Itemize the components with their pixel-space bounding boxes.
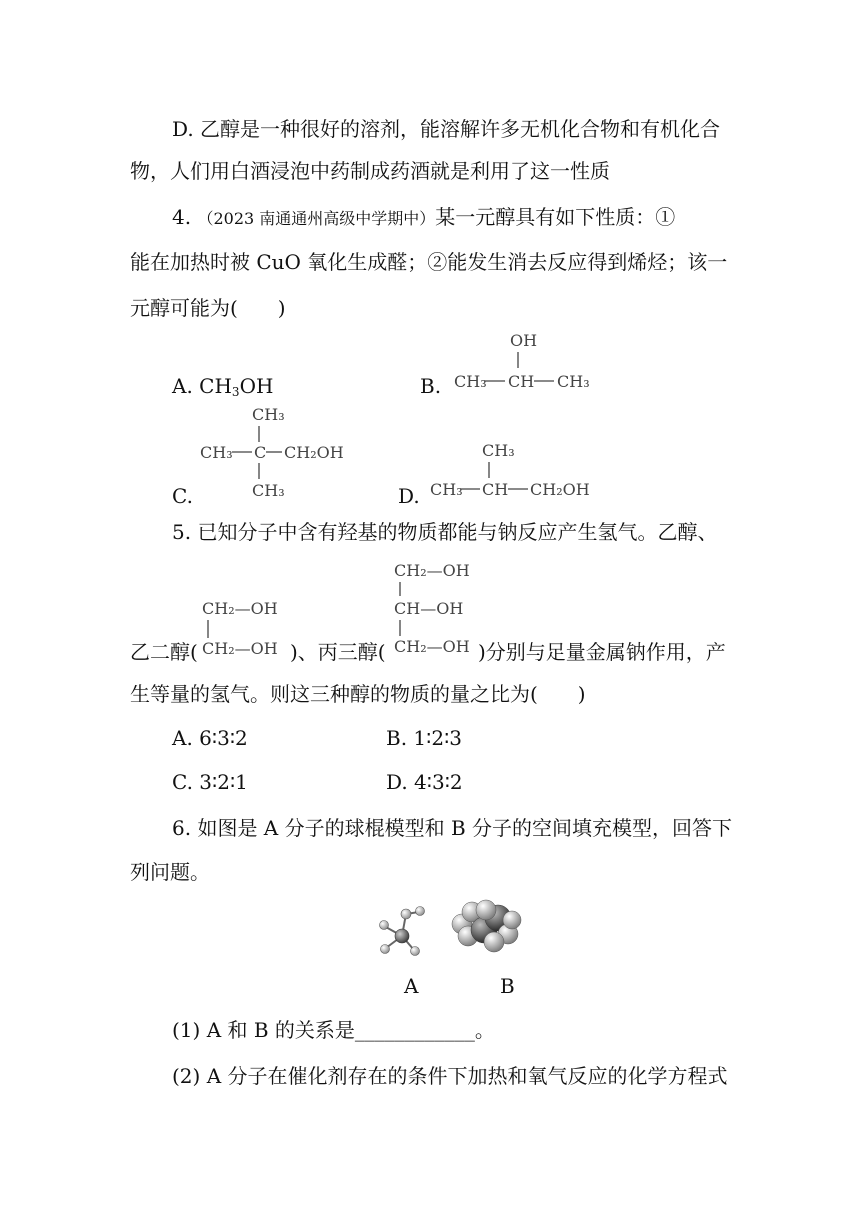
struct-b-ch3-right: CH₃ <box>557 372 590 391</box>
glycerol-middle: CH—OH <box>394 599 464 618</box>
struct-d-ch2oh: CH₂OH <box>530 480 590 499</box>
q4-option-a-label: A. <box>172 374 200 398</box>
struct-c-ch3-bottom: CH₃ <box>252 481 285 500</box>
ball-and-stick-model-a <box>372 896 442 964</box>
q4-number: 4. <box>172 205 192 229</box>
q5-glycerol-structure <box>388 556 488 660</box>
struct-d-ch3-top: CH₃ <box>482 441 515 460</box>
glycol-top: CH₂—OH <box>202 599 278 618</box>
glycol-bottom: CH₂—OH <box>202 639 278 658</box>
q4-option-d-label: D. <box>398 484 420 508</box>
q4-stem-line2: 能在加热时被 CuO 氧化生成醛；②能发生消去反应得到烯烃；该一 <box>130 250 728 274</box>
q6-sub-question-1: (1) A 和 B 的关系是____________。 <box>172 1018 495 1042</box>
q4-option-c-label: C. <box>172 484 193 508</box>
q4-stem-line3: 元醇可能为( ) <box>130 296 286 320</box>
q5-stem-line1: 5. 已知分子中含有羟基的物质都能与钠反应产生氢气。乙醇、 <box>172 520 718 544</box>
q5-glycol-structure <box>196 594 296 658</box>
struct-d-ch: CH <box>482 480 509 499</box>
q5-mid-text: )、丙三醇( <box>290 640 386 664</box>
glycerol-top: CH₂—OH <box>394 561 470 580</box>
model-label-b: B <box>500 974 515 998</box>
q5-option-c: C. 3∶2∶1 <box>172 770 248 794</box>
struct-b-oh: OH <box>510 331 538 350</box>
q5-end-text: )分别与足量金属钠作用，产 <box>478 640 726 664</box>
q6-stem-line2: 列问题。 <box>130 860 210 884</box>
space-filling-model-b <box>448 898 526 956</box>
struct-d-ch3-left: CH₃ <box>430 480 463 499</box>
struct-c-ch3-left: CH₃ <box>200 443 233 462</box>
q5-option-d: D. 4∶3∶2 <box>386 770 463 794</box>
q3-option-d-line2: 物，人们用白酒浸泡中药制成药酒就是利用了这一性质 <box>130 159 610 183</box>
glycerol-bottom: CH₂—OH <box>394 637 470 656</box>
struct-c-ch2oh: CH₂OH <box>284 443 344 462</box>
q6-sub-question-2: (2) A 分子在催化剂存在的条件下加热和氧气反应的化学方程式 <box>172 1064 728 1088</box>
struct-c-ch3-top: CH₃ <box>252 405 285 424</box>
q4-option-a: A. $CH_3OH$ <box>172 374 274 399</box>
q4-option-b-structure <box>450 328 600 398</box>
q6-stem-line1: 6. 如图是 A 分子的球棍模型和 B 分子的空间填充模型，回答下 <box>172 816 733 840</box>
q4-source: （2023 南通通州高级中学期中） <box>197 209 436 228</box>
q5-stem-line3: 生等量的氢气。则这三种醇的物质的量之比为( ) <box>130 682 586 706</box>
q4-option-b-label: B. <box>420 374 442 398</box>
struct-b-ch3-left: CH₃ <box>454 372 487 391</box>
struct-c-c: C <box>254 443 267 462</box>
q4-option-c-structure <box>196 400 356 502</box>
q4-option-d-structure <box>426 438 596 502</box>
q5-option-a: A. 6∶3∶2 <box>172 726 248 750</box>
model-label-a: A <box>404 974 419 998</box>
q4-stem-line1 <box>172 203 675 233</box>
q3-option-d-line1: D. 乙醇是一种很好的溶剂，能溶解许多无机化合物和有机化合 <box>172 117 721 141</box>
struct-b-ch: CH <box>508 372 535 391</box>
q5-ethylene-glycol-text: 乙二醇( <box>130 640 198 664</box>
q5-option-b: B. 1∶2∶3 <box>386 726 462 750</box>
q4-stem-rest: 某一元醇具有如下性质：① <box>435 205 676 229</box>
